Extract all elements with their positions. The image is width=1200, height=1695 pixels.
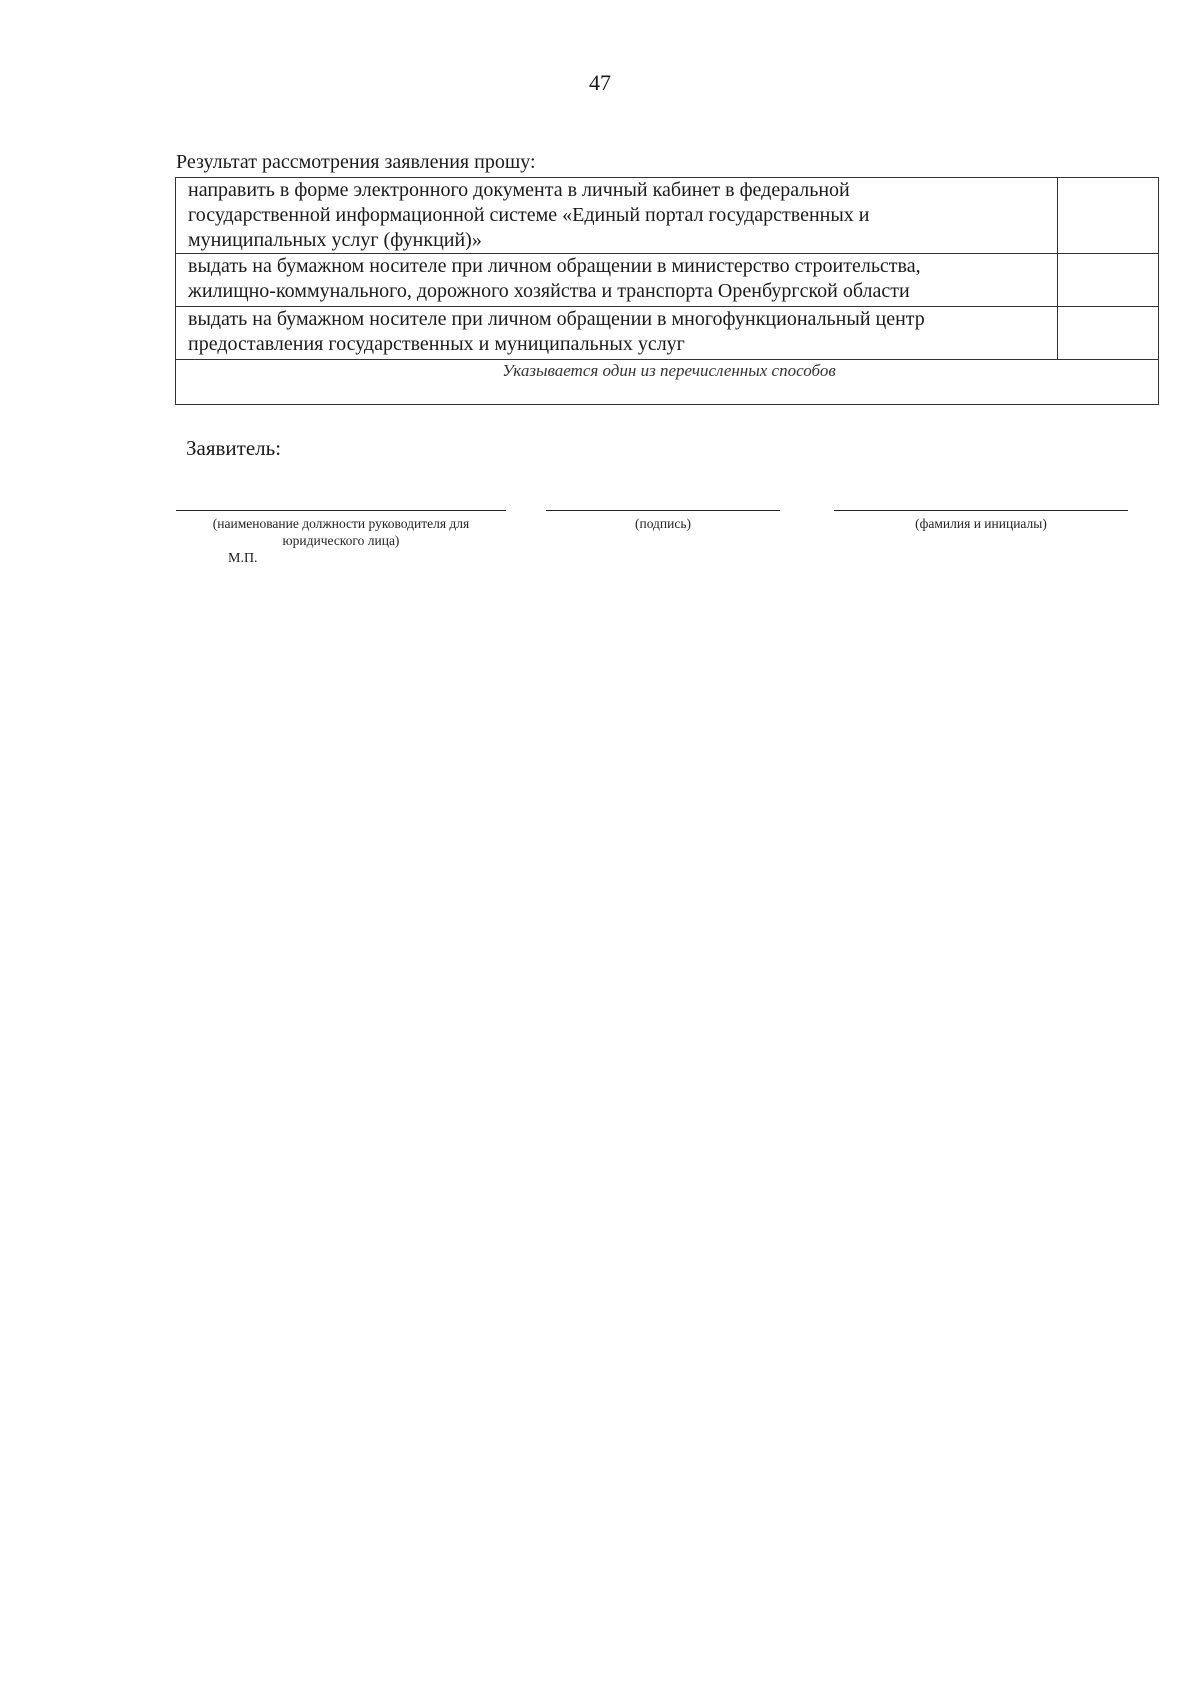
option-line: муниципальных услуг (функций)» [188,229,482,251]
applicant-label: Заявитель: [186,436,282,460]
position-signature-line[interactable] [176,510,506,511]
option-row-electronic [176,178,1159,254]
option-line: выдать на бумажном носителе при личном обращении в министерство строительства, [188,255,921,277]
stamp-placeholder: М.П. [228,551,258,566]
option-checkbox-cell[interactable] [1058,178,1159,254]
option-checkbox-cell[interactable] [1058,254,1159,307]
note-text: Указывается один из перечисленных способов [176,360,1159,405]
option-row-ministry [176,254,1159,307]
position-caption-line: (наименование должности руководителя для [212,516,470,531]
position-caption-line: юридического лица) [282,533,400,548]
option-line: направить в форме электронного документа в личный кабинет в федеральной [188,179,850,201]
option-checkbox-cell[interactable] [1058,307,1159,360]
note-row [176,360,1159,405]
delivery-options-table [175,177,1159,405]
option-line: государственной информационной системе «Единый портал государственных и [188,204,870,226]
signature-caption: (подпись) [634,516,692,531]
page-number: 47 [589,70,611,95]
position-caption [176,515,506,549]
option-row-mfc [176,307,1159,360]
option-line: предоставления государственных и муниципальных услуг [188,333,685,355]
option-text [176,254,1058,307]
option-text [176,307,1058,360]
intro-text: Результат рассмотрения заявления прошу: [176,151,536,173]
name-signature-line[interactable] [834,510,1128,511]
option-text [176,178,1058,254]
signature-line[interactable] [546,510,780,511]
name-caption: (фамилия и инициалы) [915,516,1047,531]
option-line: выдать на бумажном носителе при личном обращении в многофункциональный центр [188,308,925,330]
option-line: жилищно-коммунального, дорожного хозяйства и транспорта Оренбургской области [188,280,910,302]
